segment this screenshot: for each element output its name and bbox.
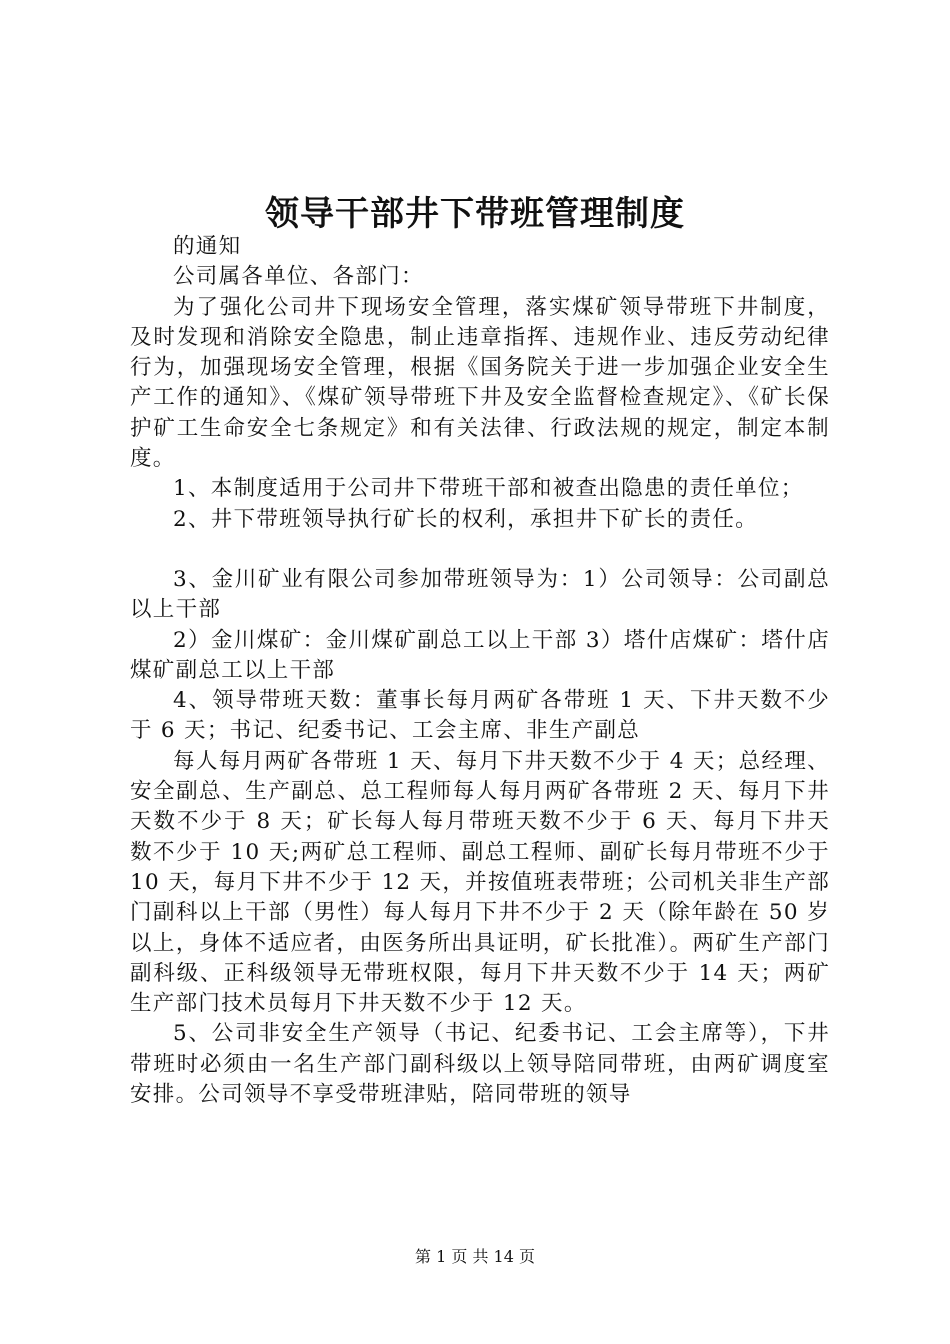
paragraph-item-1: 1、本制度适用于公司井下带班干部和被查出隐患的责任单位； [173, 476, 804, 502]
paragraph-item-5: 5、公司非安全生产领导（书记、纪委书记、工会主席等），下井带班时必须由一名生产部门副科级以上领导陪同带班，由两矿调度室安排。公司领导不享受带班津贴，陪同带班的领导 [130, 1021, 830, 1108]
document-body [130, 232, 830, 1110]
paragraph-item-3: 3、金川矿业有限公司参加带班领导为：1）公司领导：公司副总以上干部 [130, 566, 830, 623]
page-number-footer: 第 1 页 共 14 页 [415, 1247, 535, 1266]
paragraph-item-4: 4、领导带班天数：董事长每月两矿各带班 1 天、下井天数不少于 6 天；书记、纪委书记、工会主席、非生产副总 [130, 688, 830, 744]
paragraph-addressee: 公司属各单位、各部门： [173, 264, 424, 290]
paragraph-item-3-continued: 2）金川煤矿：金川煤矿副总工以上干部 3）塔什店煤矿：塔什店煤矿副总工以上干部 [130, 627, 830, 683]
paragraph-notice-heading: 的通知 [173, 234, 242, 259]
paragraph-purpose: 为了强化公司井下现场安全管理，落实煤矿领导带班下井制度，及时发现和消除安全隐患，制止违章指挥、违规作业、违反劳动纪律行为，加强现场安全管理，根据《国务院关于进一步加强企业安全生产工作的通知》、《煤矿领导带班下井及安全监督检查规定》、《矿长保护矿工生命安全七条规定》和有关法律、行政法规的规定，制定本制度。 [130, 294, 830, 472]
paragraph-item-2: 2、井下带班领导执行矿长的权利，承担井下矿长的责任。 [173, 506, 758, 532]
paragraph-item-4-continued: 每人每月两矿各带班 1 天、每月下井天数不少于 4 天；总经理、安全副总、生产副总、总工程师每人每月两矿各带班 2 天、每月下井天数不少于 8 天；矿长每人每月带班天数不少于 6 天、每月下井天数不少于 10 天;两矿总工程师、副总工程师、副矿长每月带班不少于 10 天，每月下井不少于 12 天，并按值班表带班；公司机关非生产部门副科以上干部（男性）每人每月下井不少于 2 天（除年龄在 50 岁以上，身体不适应者，由医务所出具证明，矿长批准）。两矿生产部门副科级、正科级领导无带班权限，每月下井天数不少于 14 天；两矿生产部门技术员每月下井天数不少于 12 天。 [130, 748, 830, 1017]
document-title: 领导干部井下带班管理制度 [265, 194, 685, 234]
